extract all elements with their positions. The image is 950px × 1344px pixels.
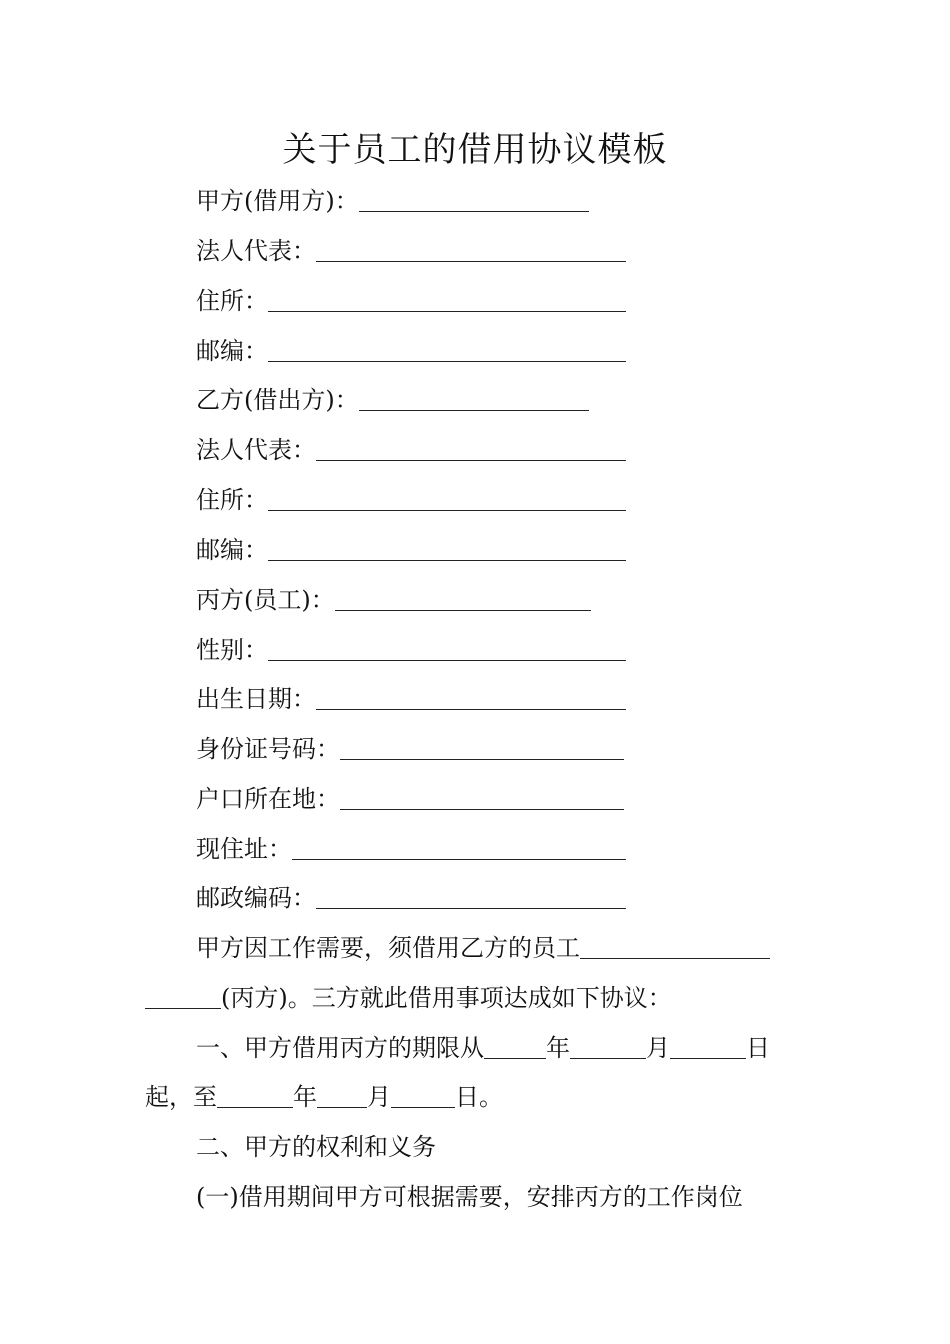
blank-line[interactable] bbox=[335, 580, 591, 611]
blank-line[interactable] bbox=[359, 380, 589, 411]
field-label: 现住址： bbox=[196, 835, 292, 863]
clause-text: 月 bbox=[367, 1083, 391, 1111]
field-id-number bbox=[196, 729, 624, 769]
field-birth-date bbox=[196, 679, 626, 719]
field-label: 甲方(借用方)： bbox=[196, 187, 359, 215]
blank-line[interactable] bbox=[580, 928, 770, 959]
field-label: 出生日期： bbox=[196, 685, 316, 713]
field-party-b bbox=[196, 380, 589, 420]
intro-line-1 bbox=[196, 928, 770, 968]
blank-line[interactable] bbox=[268, 331, 626, 362]
clause-text: 一、甲方借用丙方的期限从 bbox=[196, 1034, 484, 1062]
field-postal-code bbox=[196, 878, 626, 918]
blank-line[interactable] bbox=[484, 1028, 546, 1059]
field-label: 住所： bbox=[196, 486, 268, 514]
intro-line-2 bbox=[145, 978, 672, 1018]
blank-line[interactable] bbox=[316, 430, 626, 461]
field-label: 邮编： bbox=[196, 337, 268, 365]
field-label: 户口所在地： bbox=[196, 785, 340, 813]
blank-line[interactable] bbox=[570, 1028, 646, 1059]
blank-line[interactable] bbox=[268, 530, 626, 561]
blank-line[interactable] bbox=[268, 281, 626, 312]
blank-line[interactable] bbox=[292, 829, 626, 860]
field-hukou bbox=[196, 779, 624, 819]
field-label: 法人代表： bbox=[196, 436, 316, 464]
field-current-address bbox=[196, 829, 626, 869]
field-party-b-postcode bbox=[196, 530, 626, 570]
field-label: 住所： bbox=[196, 287, 268, 315]
clause-text: 起，至 bbox=[145, 1083, 217, 1111]
blank-line[interactable] bbox=[340, 779, 624, 810]
blank-line[interactable] bbox=[359, 181, 589, 212]
field-label: 法人代表： bbox=[196, 237, 316, 265]
blank-line[interactable] bbox=[670, 1028, 746, 1059]
clause-2-item-1: (一)借用期间甲方可根据需要，安排丙方的工作岗位 bbox=[196, 1183, 743, 1211]
clause-text: 日。 bbox=[455, 1083, 503, 1111]
blank-line[interactable] bbox=[268, 630, 626, 661]
blank-line[interactable] bbox=[217, 1077, 293, 1108]
field-label: 乙方(借出方)： bbox=[196, 386, 359, 414]
blank-line[interactable] bbox=[316, 878, 626, 909]
clause-2-heading: 二、甲方的权利和义务 bbox=[196, 1133, 436, 1161]
clause-text: 年 bbox=[293, 1083, 317, 1111]
field-party-a-address bbox=[196, 281, 626, 321]
clause-1-line-1 bbox=[196, 1028, 770, 1068]
clause-text: 月 bbox=[646, 1034, 670, 1062]
blank-line[interactable] bbox=[317, 1077, 367, 1108]
intro-text: 甲方因工作需要，须借用乙方的员工 bbox=[196, 934, 580, 962]
field-label: 身份证号码： bbox=[196, 735, 340, 763]
blank-line[interactable] bbox=[268, 480, 626, 511]
field-gender bbox=[196, 630, 626, 670]
field-label: 邮编： bbox=[196, 536, 268, 564]
field-party-a-postcode bbox=[196, 331, 626, 371]
intro-text: (丙方)。三方就此借用事项达成如下协议： bbox=[221, 984, 672, 1012]
field-party-c bbox=[196, 580, 591, 620]
clause-text: 年 bbox=[546, 1034, 570, 1062]
field-label: 性别： bbox=[196, 636, 268, 664]
blank-line[interactable] bbox=[316, 679, 626, 710]
blank-line[interactable] bbox=[391, 1077, 455, 1108]
field-label: 邮政编码： bbox=[196, 884, 316, 912]
document-title: 关于员工的借用协议模板 bbox=[282, 130, 668, 170]
field-party-a-legal-rep bbox=[196, 231, 626, 271]
blank-line[interactable] bbox=[316, 231, 626, 262]
field-party-b-address bbox=[196, 480, 626, 520]
clause-text: 日 bbox=[746, 1034, 770, 1062]
blank-line[interactable] bbox=[145, 978, 221, 1009]
field-party-a bbox=[196, 181, 589, 221]
clause-1-line-2 bbox=[145, 1077, 503, 1117]
field-party-b-legal-rep bbox=[196, 430, 626, 470]
blank-line[interactable] bbox=[340, 729, 624, 760]
field-label: 丙方(员工)： bbox=[196, 586, 335, 614]
